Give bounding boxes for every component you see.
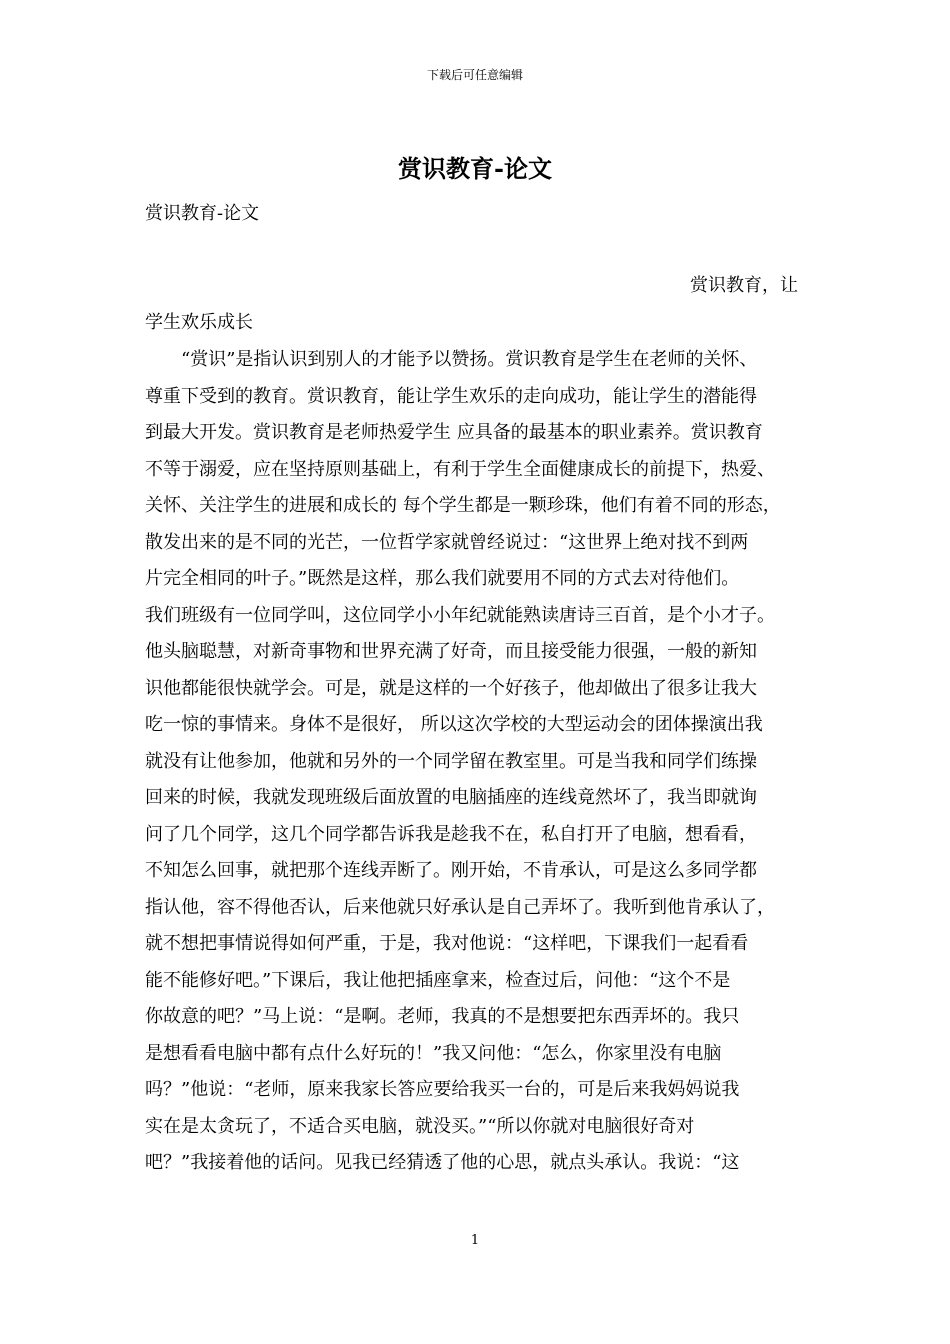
header-note: 下载后可任意编辑 xyxy=(426,68,523,82)
body-line: 到最大开发。赏识教育是老师热爱学生 应具备的最基本的职业素养。赏识教育 xyxy=(145,422,763,443)
body-line: 他头脑聪慧，对新奇事物和世界充满了好奇，而且接受能力很强，一般的新知 xyxy=(145,641,757,662)
body-line: 吗？”他说：“老师，原来我家长答应要给我买一台的，可是后来我妈妈说我 xyxy=(145,1079,740,1100)
body-line: 片完全相同的叶子。”既然是这样，那么我们就要用不同的方式去对待他们。 xyxy=(145,568,740,589)
body-line: 识他都能很快就学会。可是，就是这样的一个好孩子，他却做出了很多让我大 xyxy=(145,677,757,699)
body-line: “赏识”是指认识到别人的才能予以赞扬。赏识教育是学生在老师的关怀、 xyxy=(145,349,758,370)
body-line: 不知怎么回事，就把那个连线弄断了。刚开始，不肯承认，可是这么多同学都 xyxy=(145,860,757,881)
body-line: 尊重下受到的教育。赏识教育，能让学生欢乐的走向成功，能让学生的潜能得 xyxy=(145,385,757,407)
body-line: 就不想把事情说得如何严重，于是，我对他说：“这样吧，下课我们一起看看 xyxy=(145,933,749,954)
body-line: 散发出来的是不同的光芒，一位哲学家就曾经说过：“这世界上绝对找不到两 xyxy=(145,531,749,553)
body-line: 吃一惊的事情来。身体不是很好， 所以这次学校的大型运动会的团体操演出我 xyxy=(145,714,763,735)
body-line: 实在是太贪玩了，不适合买电脑，就没买。”“所以你就对电脑很好奇对 xyxy=(145,1115,695,1137)
slogan-line-1: 赏识教育，让 xyxy=(690,275,798,296)
body-line: 关怀、关注学生的进展和成长的 每个学生都是一颗珍珠，他们有着不同的形态， xyxy=(145,495,781,516)
body-line: 吧？”我接着他的话问。见我已经猜透了他的心思，就点头承认。我说：“这 xyxy=(145,1152,740,1173)
body-line: 我们班级有一位同学叫，这位同学小小年纪就能熟读唐诗三百首，是个小才子。 xyxy=(145,604,775,626)
page-number: 1 xyxy=(470,1233,480,1248)
body-line: 就没有让他参加，他就和另外的一个同学留在教室里。可是当我和同学们练操 xyxy=(145,750,757,772)
slogan-line-2: 学生欢乐成长 xyxy=(145,312,253,333)
body-line: 不等于溺爱，应在坚持原则基础上，有利于学生全面健康成长的前提下，热爱、 xyxy=(145,458,775,480)
body-line: 是想看看电脑中都有点什么好玩的！”我又问他：“怎么，你家里没有电脑 xyxy=(145,1042,722,1064)
body-line: 能不能修好吧。”下课后，我让他把插座拿来，检查过后，问他：“这个不是 xyxy=(145,969,731,991)
document-subtitle: 赏识教育-论文 xyxy=(145,203,260,224)
body-text xyxy=(145,346,825,1186)
body-line: 回来的时候，我就发现班级后面放置的电脑插座的连线竟然坏了，我当即就询 xyxy=(145,787,757,808)
body-line: 问了几个同学，这几个同学都告诉我是趁我不在，私自打开了电脑，想看看， xyxy=(145,823,757,845)
body-line: 你故意的吧？”马上说：“是啊。老师，我真的不是想要把东西弄坏的。我只 xyxy=(145,1006,740,1027)
body-line: 指认他，容不得他否认，后来他就只好承认是自己弄坏了。我听到他肯承认了， xyxy=(145,896,775,918)
document-title: 赏识教育-论文 xyxy=(398,154,552,183)
